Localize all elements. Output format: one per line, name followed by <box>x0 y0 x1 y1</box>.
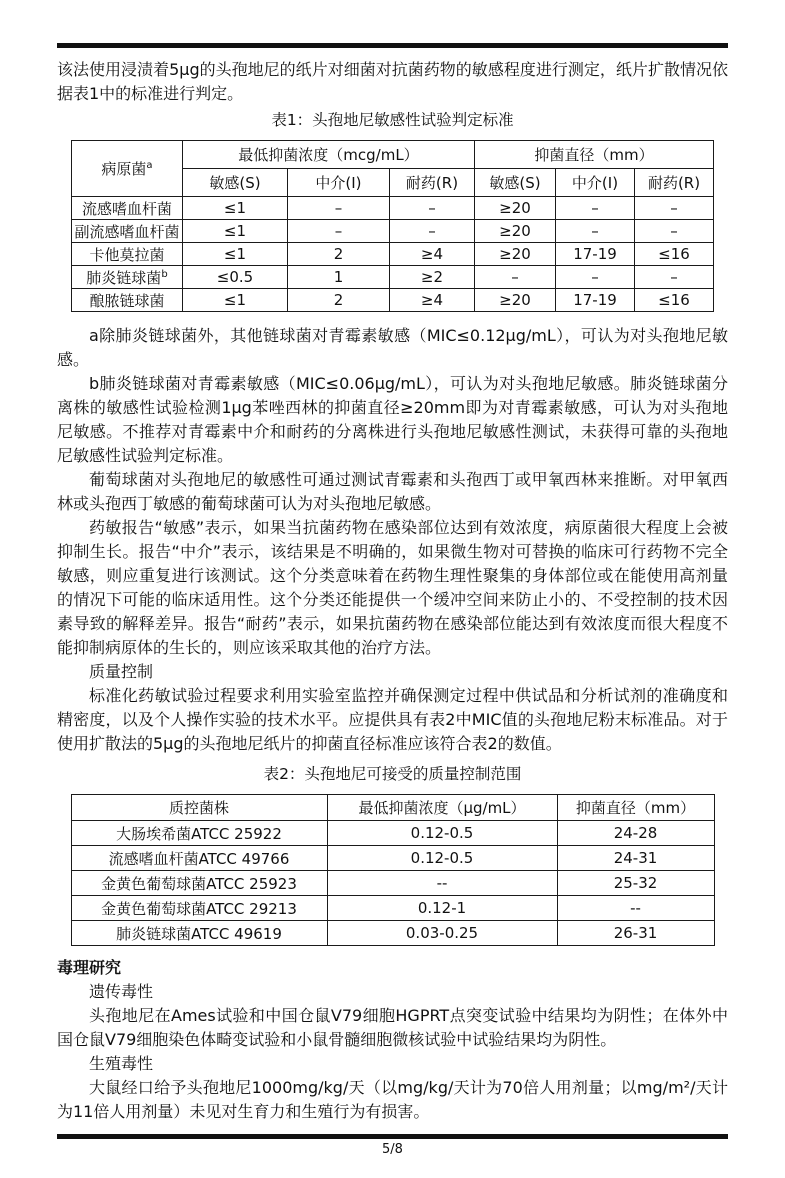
table-row <box>71 871 714 896</box>
pathogen-sup: b <box>161 268 168 280</box>
value-cell: ≥4 <box>389 289 474 312</box>
value-cell: ≤0.5 <box>182 266 287 289</box>
page-number: 5/8 <box>382 1142 403 1157</box>
pathogen-header-sup: a <box>146 160 153 171</box>
value-cell: – <box>389 220 474 243</box>
zone-cell: -- <box>557 896 714 921</box>
pathogen-name: 流感嗜血杆菌 <box>81 199 172 218</box>
table-row <box>71 220 713 243</box>
value-cell: ≤16 <box>635 289 714 312</box>
genetic-toxicity-paragraph: 头孢地尼在Ames试验和中国仓鼠V79细胞HGPRT点突变试验中结果均为阴性；在体外中国仓鼠V79细胞染色体畸变试验和小鼠骨髓细胞微核试验中试验结果均为阴性。 <box>57 1006 728 1049</box>
susceptibility-report-paragraph: 药敏报告“敏感”表示，如果当抗菌药物在感染部位达到有效浓度，病原菌很大程度上会被抑制生长。报告“中介”表示，该结果是不明确的，如果微生物对可替换的临床可行药物不完全敏感，则应重复进行该测试。这个分类意味着在药物生理性聚集的身体部位或在能使用高剂量的情况下可能的临床适用性。这个分类还能提供一个缓冲空间来防止小的、不受控制的技术因素导致的解释差异。报告“耐药”表示，如果抗菌药物在感染部位能达到有效浓度而很大程度不能抑制病原体的生长的，则应该采取其他的治疗方法。 <box>57 518 728 657</box>
strain-cell: 大肠埃希菌ATCC 25922 <box>71 821 327 846</box>
value-cell: 17-19 <box>556 289 635 312</box>
table1-subheader: 敏感(S) <box>475 169 556 197</box>
pathogen-name: 酿脓链球菌 <box>89 291 165 310</box>
zone-cell: 26-31 <box>557 921 714 946</box>
value-cell: ≥20 <box>475 197 556 220</box>
value-cell: 2 <box>287 289 389 312</box>
reproductive-toxicity-paragraph: 大鼠经口给予头孢地尼1000mg/kg/天（以mg/kg/天计为70倍人用剂量；以mg/m²/天计为11倍人用剂量）未见对生育力和生殖行为有损害。 <box>57 1078 728 1121</box>
reproductive-toxicity-heading: 生殖毒性 <box>89 1054 154 1073</box>
table2-mic-header: 最低抑菌浓度（μg/mL） <box>327 795 557 821</box>
value-cell: ≥4 <box>389 243 474 266</box>
page-content <box>57 58 728 1124</box>
pathogen-name: 肺炎链球菌 <box>86 268 162 287</box>
table1-title: 表1：头孢地尼敏感性试验判定标准 <box>271 111 514 129</box>
value-cell: – <box>287 197 389 220</box>
table-row <box>71 896 714 921</box>
value-cell: ≥2 <box>389 266 474 289</box>
mic-cell: 0.12-0.5 <box>327 821 557 846</box>
mic-cell: 0.03-0.25 <box>327 921 557 946</box>
mic-cell: -- <box>327 871 557 896</box>
strain-cell: 金黄色葡萄球菌ATCC 29213 <box>71 896 327 921</box>
value-cell: ≥20 <box>475 220 556 243</box>
value-cell: – <box>287 220 389 243</box>
value-cell: ≥20 <box>475 289 556 312</box>
value-cell: ≤1 <box>182 197 287 220</box>
table1-mic-group-header: 最低抑菌浓度（mcg/mL） <box>182 141 474 169</box>
intro-paragraph: 该法使用浸渍着5μg的头孢地尼的纸片对细菌对抗菌药物的敏感程度进行测定，纸片扩散情况依据表1中的标准进行判定。 <box>57 60 728 103</box>
pathogen-name-cell <box>71 220 182 243</box>
value-cell: 2 <box>287 243 389 266</box>
pathogen-name-cell <box>71 266 182 289</box>
table-row <box>71 289 713 312</box>
header-rule <box>57 43 728 48</box>
value-cell: ≤1 <box>182 243 287 266</box>
table2-header-row <box>71 795 714 821</box>
mic-cell: 0.12-1 <box>327 896 557 921</box>
table1-group-header-row <box>71 141 713 169</box>
zone-cell: 24-28 <box>557 821 714 846</box>
table-row <box>71 846 714 871</box>
table2-quality-control-ranges <box>71 794 715 946</box>
table-row <box>71 821 714 846</box>
value-cell: – <box>389 197 474 220</box>
mic-cell: 0.12-0.5 <box>327 846 557 871</box>
value-cell: – <box>635 197 714 220</box>
table2-strain-header: 质控菌株 <box>71 795 327 821</box>
value-cell: ≤16 <box>635 243 714 266</box>
table1-subheader: 敏感(S) <box>182 169 287 197</box>
pathogen-name: 卡他莫拉菌 <box>89 245 165 264</box>
table1-subheader: 中介(I) <box>556 169 635 197</box>
footnote-a: a除肺炎链球菌外，其他链球菌对青霉素敏感（MIC≤0.12μg/mL），可认为对头孢地尼敏感。 <box>57 326 728 369</box>
pathogen-name-cell <box>71 197 182 220</box>
value-cell: – <box>475 266 556 289</box>
value-cell: 1 <box>287 266 389 289</box>
table-row <box>71 266 713 289</box>
staphylococcus-paragraph: 葡萄球菌对头孢地尼的敏感性可通过测试青霉素和头孢西丁或甲氧西林来推断。对甲氧西林或头孢西丁敏感的葡萄球菌可认为对头孢地尼敏感。 <box>57 470 728 513</box>
pathogen-name-cell <box>71 289 182 312</box>
table1-pathogen-header <box>71 141 182 197</box>
value-cell: – <box>635 220 714 243</box>
value-cell: ≥20 <box>475 243 556 266</box>
table1-subheader: 耐药(R) <box>389 169 474 197</box>
table1-susceptibility-criteria <box>71 140 714 312</box>
pathogen-name: 副流感嗜血杆菌 <box>74 222 180 241</box>
genetic-toxicity-heading: 遗传毒性 <box>89 982 154 1001</box>
pathogen-name-cell <box>71 243 182 266</box>
strain-cell: 肺炎链球菌ATCC 49619 <box>71 921 327 946</box>
value-cell: ≤1 <box>182 289 287 312</box>
value-cell: – <box>635 266 714 289</box>
table2-zone-header: 抑菌直径（mm） <box>557 795 714 821</box>
table1-subheader: 中介(I) <box>287 169 389 197</box>
footnote-b: b肺炎链球菌对青霉素敏感（MIC≤0.06μg/mL），可认为对头孢地尼敏感。肺炎链球菌分离株的敏感性试验检测1μg苯唑西林的抑菌直径≥20mm即为对青霉素敏感，可认为对头孢地尼敏感。不推荐对青霉素中介和耐药的分离株进行头孢地尼敏感性测试，未获得可靠的头孢地尼敏感性试验判定标准。 <box>57 374 728 465</box>
pathogen-header-text: 病原菌 <box>101 160 147 178</box>
table-row <box>71 243 713 266</box>
value-cell: – <box>556 220 635 243</box>
strain-cell: 流感嗜血杆菌ATCC 49766 <box>71 846 327 871</box>
zone-cell: 25-32 <box>557 871 714 896</box>
value-cell: 17-19 <box>556 243 635 266</box>
value-cell: ≤1 <box>182 220 287 243</box>
zone-cell: 24-31 <box>557 846 714 871</box>
quality-control-heading: 质量控制 <box>89 662 154 681</box>
table-row <box>71 921 714 946</box>
table-row <box>71 197 713 220</box>
table2-title: 表2：头孢地尼可接受的质量控制范围 <box>263 765 522 783</box>
value-cell: – <box>556 266 635 289</box>
toxicology-section-heading: 毒理研究 <box>57 958 122 977</box>
standardization-paragraph: 标准化药敏试验过程要求利用实验室监控并确保测定过程中供试品和分析试剂的准确度和精密度，以及个人操作实验的技术水平。应提供具有表2中MIC值的头孢地尼粉末标准品。对于使用扩散法的5μg的头孢地尼纸片的抑菌直径标准应该符合表2的数值。 <box>57 686 728 753</box>
table1-zone-group-header: 抑菌直径（mm） <box>475 141 714 169</box>
value-cell: – <box>556 197 635 220</box>
strain-cell: 金黄色葡萄球菌ATCC 25923 <box>71 871 327 896</box>
table1-subheader: 耐药(R) <box>635 169 714 197</box>
footer-rule <box>57 1134 728 1139</box>
